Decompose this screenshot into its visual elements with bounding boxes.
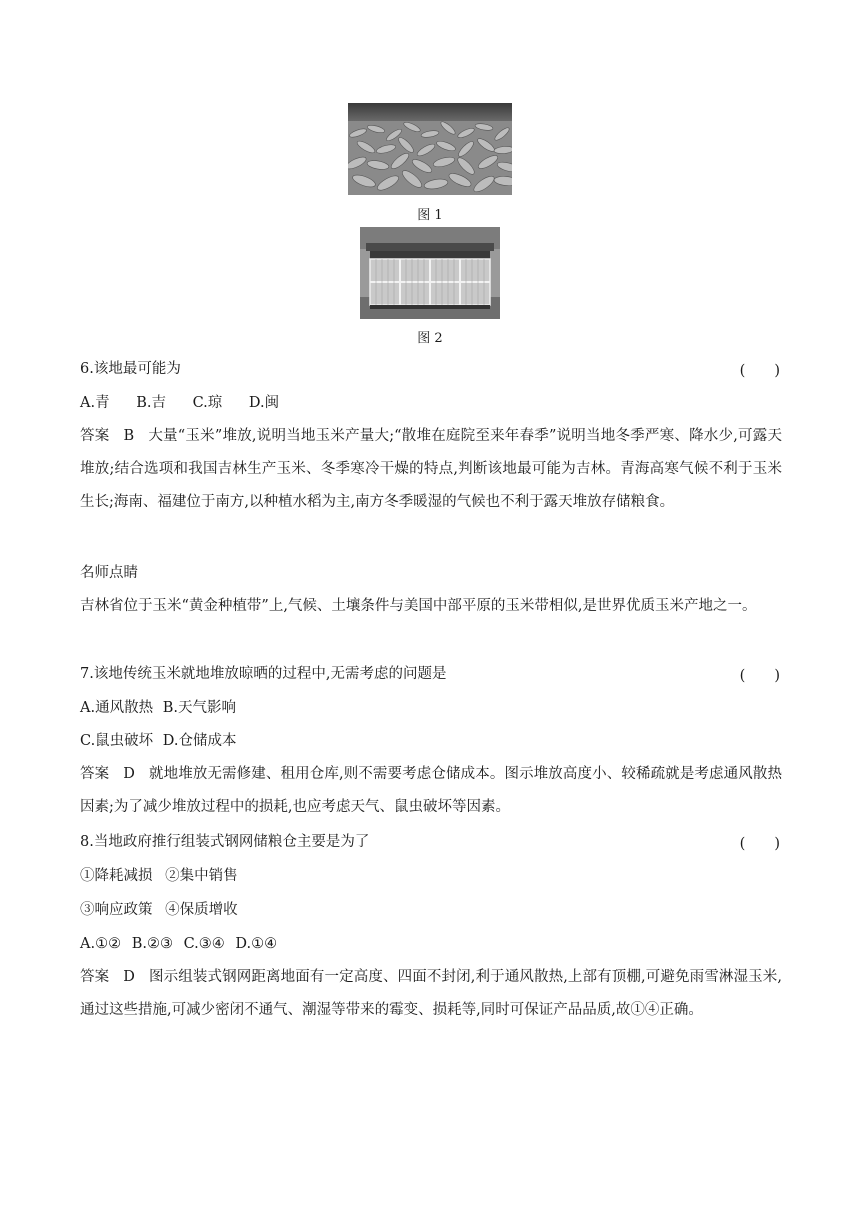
option-d: D.仓储成本 bbox=[162, 733, 237, 749]
question-8-items-row-1 bbox=[80, 866, 780, 886]
option-a: A.通风散热 bbox=[80, 700, 154, 716]
question-8-answer bbox=[80, 961, 782, 1027]
figure-2-photo bbox=[360, 227, 500, 319]
option-b: B.天气影响 bbox=[162, 700, 236, 716]
question-8-items-row-2 bbox=[80, 900, 780, 920]
question-6-answer-bracket: ( ) bbox=[739, 363, 780, 379]
question-7-options-row-2 bbox=[80, 731, 780, 751]
steel-mesh-granary-icon bbox=[360, 227, 500, 319]
question-7-answer bbox=[80, 758, 782, 824]
tip-title: 名师点睛 bbox=[80, 565, 138, 581]
question-7-answer-bracket: ( ) bbox=[739, 668, 780, 684]
question-8-options bbox=[80, 934, 780, 954]
option-c: C.③④ bbox=[183, 936, 225, 952]
answer-explanation: 图示组装式钢网距离地面有一定高度、四面不封闭,利于通风散热,上部有顶棚,可避免雨雪淋湿玉米,通过这些措施,可减少密闭不通气、潮湿等带来的霉变、损耗等,同时可保证产品品质,故①④正确。 bbox=[80, 969, 782, 1018]
question-6-answer bbox=[80, 420, 782, 519]
question-8-stem: 8.当地政府推行组装式钢网储粮仓主要是为了 bbox=[80, 834, 370, 850]
option-a: A.青 bbox=[80, 395, 110, 411]
answer-explanation: 大量“玉米”堆放,说明当地玉米产量大;“散堆在庭院至来年春季”说明当地冬季严寒、降水少,可露天堆放;结合选项和我国吉林生产玉米、冬季寒冷干燥的特点,判断该地最可能为吉林。青海高寒气候不利于玉米生长;海南、福建位于南方,以种植水稻为主,南方冬季暖湿的气候也不利于露天堆放存储粮食。 bbox=[80, 428, 782, 510]
item-1: ①降耗减损 bbox=[80, 868, 153, 884]
figure-2-caption: 图 2 bbox=[417, 331, 443, 346]
option-d: D.闽 bbox=[248, 395, 280, 411]
tip-text: 吉林省位于玉米“黄金种植带”上,气候、土壤条件与美国中部平原的玉米带相似,是世界优质玉米产地之一。 bbox=[80, 598, 757, 614]
question-6-options bbox=[80, 393, 780, 413]
answer-letter: D bbox=[123, 969, 135, 985]
answer-letter: D bbox=[123, 766, 135, 782]
option-a: A.①② bbox=[80, 936, 122, 952]
question-7-stem: 7.该地传统玉米就地堆放晾晒的过程中,无需考虑的问题是 bbox=[80, 666, 447, 682]
option-d: D.①④ bbox=[235, 936, 278, 952]
answer-label: 答案 bbox=[80, 428, 110, 444]
question-8-answer-bracket: ( ) bbox=[739, 836, 780, 852]
item-4: ④保质增收 bbox=[165, 902, 238, 918]
figure-1-caption: 图 1 bbox=[417, 208, 443, 223]
answer-label: 答案 bbox=[80, 969, 110, 985]
answer-explanation: 就地堆放无需修建、租用仓库,则不需要考虑仓储成本。图示堆放高度小、较稀疏就是考虑通风散热因素;为了减少堆放过程中的损耗,也应考虑天气、鼠虫破坏等因素。 bbox=[80, 766, 783, 815]
corn-pile-icon bbox=[348, 103, 512, 195]
answer-letter: B bbox=[123, 428, 135, 444]
option-c: C.琼 bbox=[192, 395, 223, 411]
figure-1-photo bbox=[348, 103, 512, 195]
item-3: ③响应政策 bbox=[80, 902, 153, 918]
answer-label: 答案 bbox=[80, 766, 110, 782]
question-6-stem: 6.该地最可能为 bbox=[80, 361, 181, 377]
item-2: ②集中销售 bbox=[165, 868, 238, 884]
option-b: B.②③ bbox=[131, 936, 173, 952]
option-c: C.鼠虫破坏 bbox=[80, 733, 154, 749]
question-7-options-row-1 bbox=[80, 698, 780, 718]
option-b: B.吉 bbox=[136, 395, 166, 411]
